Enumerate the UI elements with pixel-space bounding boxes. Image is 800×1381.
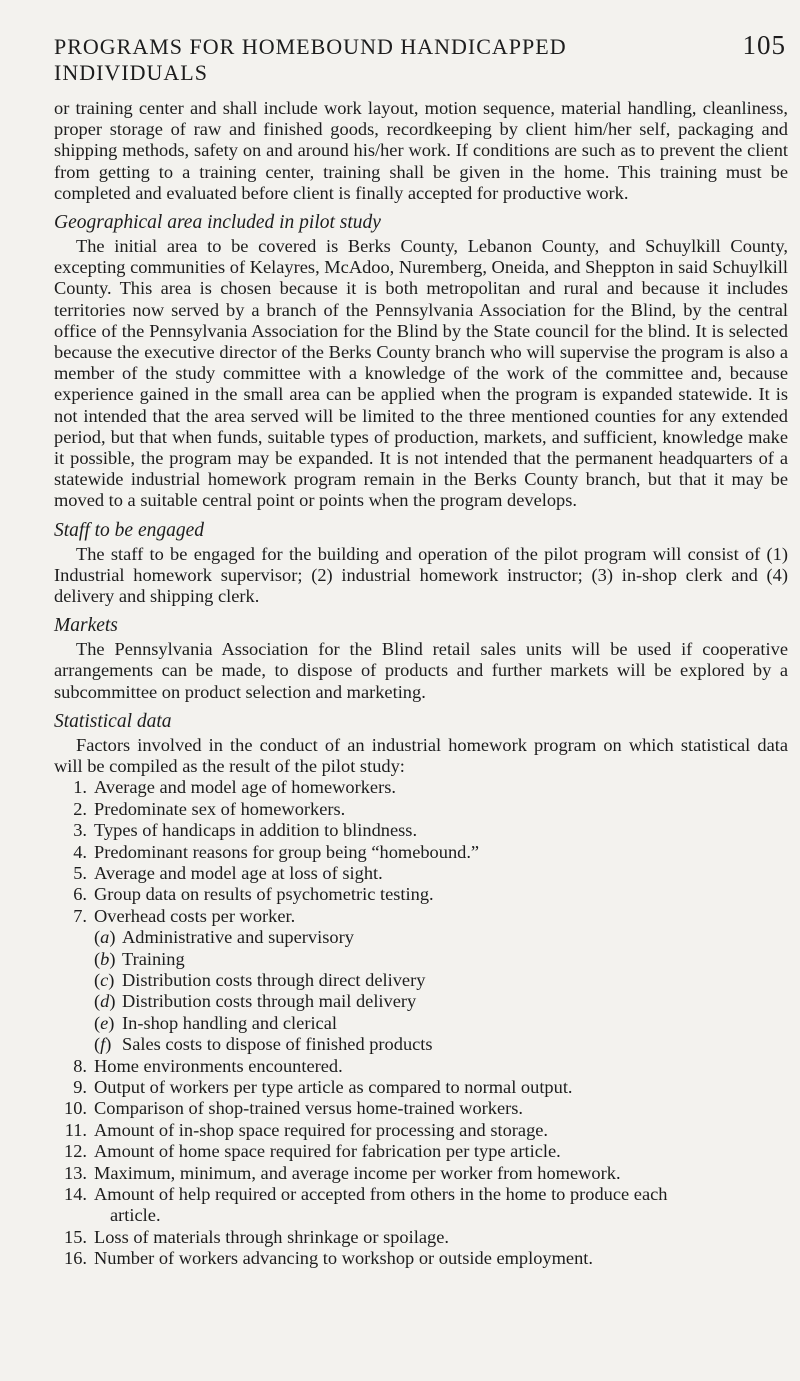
list-item: [54, 777, 788, 798]
list-item: [54, 799, 788, 820]
item-text: Amount of home space required for fabrication per type article.: [94, 1141, 561, 1162]
section-heading-markets: Markets: [54, 615, 118, 637]
item-text: Average and model age of homeworkers.: [94, 777, 396, 798]
sub-item-letter: b: [100, 948, 110, 969]
sub-list-item: (f) Sales costs to dispose of finished products: [94, 1034, 433, 1055]
section-heading-geographical-area: Geographical area included in pilot study: [54, 212, 381, 234]
running-header: [54, 30, 788, 86]
item-text: Maximum, minimum, and average income per worker from homework.: [94, 1162, 621, 1183]
sub-item-letter: e: [100, 1012, 109, 1033]
item-number: 7.: [73, 905, 87, 926]
item-text: Group data on results of psychometric testing.: [94, 884, 434, 905]
list-item: [54, 863, 788, 884]
list-item: [54, 1141, 788, 1162]
list-item: [54, 1056, 788, 1077]
item-text: Amount of help required or accepted from others in the home to produce each: [94, 1184, 668, 1204]
item-text: Output of workers per type article as compared to normal output.: [94, 1076, 573, 1097]
section-heading-statistical-data: Statistical data: [54, 710, 172, 732]
item-number: 4.: [73, 841, 87, 862]
statistical-data-paragraph: Factors involved in the conduct of an industrial homework program on which statistical data will be compiled as the result of the pilot study:: [54, 734, 788, 777]
list-item: [54, 1077, 788, 1098]
sub-list-item: (c) Distribution costs through direct delivery: [94, 969, 426, 990]
sub-item-text: Distribution costs through mail delivery: [122, 991, 417, 1012]
statistical-factors-list-continued: [54, 1056, 788, 1270]
item-text: Overhead costs per worker.: [94, 905, 296, 926]
sub-item-letter: d: [100, 991, 110, 1012]
list-item: [54, 1120, 788, 1141]
item-number: 5.: [73, 862, 87, 883]
list-item: [54, 906, 788, 927]
item-text: Predominant reasons for group being “homebound.”: [94, 841, 480, 862]
sub-item-text: Distribution costs through direct delivery: [122, 969, 426, 990]
item-number: 15.: [64, 1226, 87, 1247]
item-number: 8.: [73, 1055, 87, 1076]
section-heading-staff: Staff to be engaged: [54, 519, 205, 541]
geographical-area-paragraph: The initial area to be covered is Berks County, Lebanon County, and Schuylkill County, excepting communities of Kelayres, McAdoo, Nuremberg, Oneida, and Sheppton in said Schuylkill County. This area is chosen because it is both metropolitan and rural and because it includes territories now served by a branch of the Pennsylvania Association for the Blind, by the central office of the Pennsylvania Association for the Blind by the State council for the blind. It is selected because the executive director of the Berks County branch who will supervise the program is also a member of the study committee with a knowledge of the work of the committee and, because experience gained in the small area can be applied when the program is expanded statewide. It is not intended that the area served will be limited to the three mentioned counties for any extended period, but that when funds, suitable types of production, markets, and sufficient, knowledge make it possible, the program may be expanded. It is not intended that the permanent headquarters of a statewide industrial homework program remain in the Berks County branch, but that it may be moved to a suitable central point or points when the program develops.: [54, 236, 788, 511]
item-text: Home environments encountered.: [94, 1055, 343, 1076]
list-item: [54, 884, 788, 905]
list-item: [54, 1163, 788, 1184]
sub-item-text: Administrative and supervisory: [122, 927, 354, 948]
list-item: [54, 1248, 788, 1269]
list-item: [54, 820, 788, 841]
statistical-factors-list: [54, 777, 788, 927]
staff-paragraph: The staff to be engaged for the building and operation of the pilot program will consist of (1) Industrial homework supervisor; (2) industrial homework instructor; (3) in-shop clerk and (4) delivery and shipping clerk.: [54, 543, 788, 607]
item-text: Number of workers advancing to workshop or outside employment.: [94, 1248, 593, 1269]
sub-item-text: In-shop handling and clerical: [122, 1012, 337, 1033]
sub-list-item: (d) Distribution costs through mail delivery: [94, 991, 417, 1012]
document-page: [54, 30, 788, 1270]
sub-item-text: Training: [122, 948, 185, 969]
item-number: 3.: [73, 820, 87, 841]
sub-list-item: (b) Training: [94, 948, 185, 969]
list-item: [54, 1227, 788, 1248]
list-item: [54, 842, 788, 863]
item-text-continuation: article.: [110, 1205, 161, 1226]
item-number: 12.: [64, 1141, 87, 1162]
item-number: 11.: [64, 1119, 87, 1140]
item-text: Amount of in-shop space required for processing and storage.: [94, 1119, 549, 1140]
item-number: 2.: [73, 798, 87, 819]
running-title: PROGRAMS FOR HOMEBOUND HANDICAPPED INDIVIDUALS: [54, 34, 567, 85]
list-item: [54, 1184, 788, 1227]
item-text: Loss of materials through shrinkage or spoilage.: [94, 1226, 449, 1247]
list-item: [54, 1098, 788, 1119]
item-text: Predominate sex of homeworkers.: [94, 798, 346, 819]
item-number: 10.: [64, 1098, 87, 1119]
sub-list-item: (e) In-shop handling and clerical: [94, 1012, 337, 1033]
item-text: Average and model age at loss of sight.: [94, 862, 383, 883]
item-number: 6.: [73, 884, 87, 905]
sub-item-letter: f: [100, 1034, 106, 1055]
item-text: Types of handicaps in addition to blindness.: [94, 820, 418, 841]
sub-item-text: Sales costs to dispose of finished products: [122, 1034, 433, 1055]
intro-paragraph: or training center and shall include work layout, motion sequence, material handling, cleanliness, proper storage of raw and finished goods, recordkeeping by client him/her self, packaging and shipping methods, safety on and around his/her work. If conditions are such as to prevent the client from getting to a training center, training shall be given in the home. This training must be completed and evaluated before client is finally accepted for productive work.: [54, 98, 788, 203]
item-number: 1.: [73, 777, 87, 798]
page-number: 105: [742, 30, 786, 60]
item-number: 13.: [64, 1162, 87, 1183]
item-number: 9.: [73, 1076, 87, 1097]
item-text: Comparison of shop-trained versus home-trained workers.: [94, 1098, 524, 1119]
sub-item-letter: c: [100, 969, 109, 990]
sub-list-item: (a) Administrative and supervisory: [94, 927, 354, 948]
sub-item-letter: a: [100, 927, 110, 948]
overhead-costs-sublist: [54, 927, 788, 1055]
markets-paragraph: The Pennsylvania Association for the Blind retail sales units will be used if cooperative arrangements can be made, to dispose of products and further markets will be explored by a subcommittee on product selection and marketing.: [54, 639, 788, 702]
item-number: 14.: [64, 1184, 87, 1204]
item-number: 16.: [64, 1248, 87, 1269]
